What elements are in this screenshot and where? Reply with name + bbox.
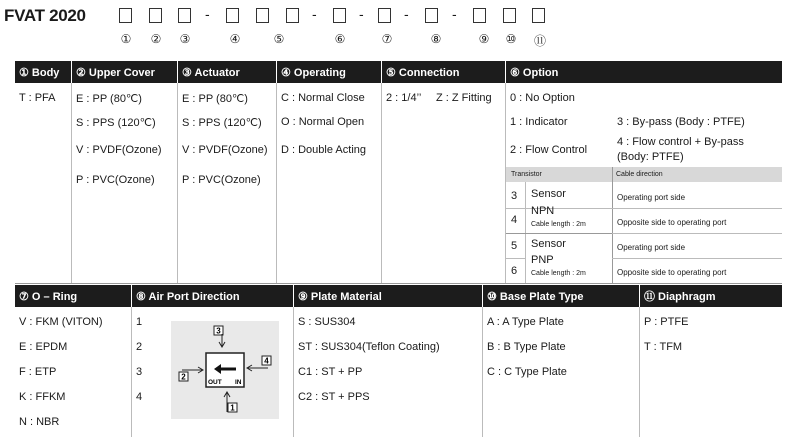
sensor-npn-type: NPN xyxy=(531,205,555,217)
port-label-2: 2 xyxy=(181,372,186,382)
code-dash: - xyxy=(205,6,210,22)
code-number: ⑧ xyxy=(430,32,442,46)
sensor-npn-cable: Cable length : 2m xyxy=(531,221,586,228)
base-plate-option: B : B Type Plate xyxy=(487,341,566,353)
cable-direction: Operating port side xyxy=(617,193,686,202)
code-box-5 xyxy=(256,8,269,23)
option-item: 4 : Flow control + By-pass xyxy=(617,136,744,148)
code-number: ① xyxy=(120,32,132,46)
code-number: ③ xyxy=(179,32,191,46)
sensor-pnp-type: PNP xyxy=(531,254,554,266)
actuator-option: S : PPS (120℃) xyxy=(182,117,262,129)
o-ring-option: V : FKM (VITON) xyxy=(19,316,103,328)
code-number: ⑨ xyxy=(478,32,490,46)
header-o-ring: ⑦ O – Ring xyxy=(15,285,131,307)
body-option: T : PFA xyxy=(19,92,56,104)
header-actuator: ③ Actuator xyxy=(178,61,276,83)
option-item: 0 : No Option xyxy=(510,92,575,104)
code-dash: - xyxy=(312,6,317,22)
port-label-3: 3 xyxy=(216,326,221,336)
header-air-port-direction: ⑧ Air Port Direction xyxy=(132,285,293,307)
code-box-4 xyxy=(226,8,239,23)
header-option: ⑥ Option xyxy=(506,61,782,83)
model-title: FVAT 2020 xyxy=(4,6,86,25)
port-label-4: 4 xyxy=(264,356,269,366)
code-box-12 xyxy=(532,8,545,23)
header-base-plate-type: ⑩ Base Plate Type xyxy=(483,285,639,307)
air-port-diagram xyxy=(170,320,280,420)
actuator-option: V : PVDF(Ozone) xyxy=(182,144,268,156)
connection-option: 2 : 1/4’’ xyxy=(386,92,422,104)
code-number: ⑪ xyxy=(533,34,547,48)
sensor-npn-label: Sensor xyxy=(531,188,566,200)
header-connection: ⑤ Connection xyxy=(382,61,505,83)
code-number: ② xyxy=(150,32,162,46)
operating-option: O : Normal Open xyxy=(281,116,365,128)
cable-direction: Opposite side to operating port xyxy=(617,218,727,227)
connection-option: Z : Z Fitting xyxy=(436,92,492,104)
code-box-9 xyxy=(425,8,438,23)
code-dash: - xyxy=(359,6,364,22)
sensor-code: 3 xyxy=(511,190,518,202)
port-in-label: IN xyxy=(235,379,242,386)
sensor-pnp-label: Sensor xyxy=(531,238,566,250)
transistor-header: Transistor xyxy=(511,171,542,178)
code-box-11 xyxy=(503,8,516,23)
option-item: (Body: PTFE) xyxy=(617,151,684,163)
cable-direction: Opposite side to operating port xyxy=(617,268,727,277)
o-ring-option: E : EPDM xyxy=(19,341,68,353)
port-label-1: 1 xyxy=(230,403,235,413)
plate-material-option: ST : SUS304(Teflon Coating) xyxy=(298,341,440,353)
code-number: ⑩ xyxy=(505,32,517,46)
header-upper-cover: ② Upper Cover xyxy=(72,61,177,83)
plate-material-option: C2 : ST + PPS xyxy=(298,391,370,403)
air-port-option: 4 xyxy=(136,391,143,403)
code-box-8 xyxy=(378,8,391,23)
option-item: 2 : Flow Control xyxy=(510,144,588,156)
header-plate-material: ⑨ Plate Material xyxy=(294,285,482,307)
code-number: ⑥ xyxy=(334,32,346,46)
base-plate-option: C : C Type Plate xyxy=(487,366,567,378)
code-box-2 xyxy=(149,8,162,23)
operating-option: C : Normal Close xyxy=(281,92,365,104)
code-number: ⑤ xyxy=(273,32,285,46)
plate-material-option: S : SUS304 xyxy=(298,316,356,328)
operating-option: D : Double Acting xyxy=(281,144,366,156)
diaphragm-option: T : TFM xyxy=(644,341,683,353)
header-diaphragm: ⑪ Diaphragm xyxy=(640,285,782,307)
actuator-option: P : PVC(Ozone) xyxy=(182,174,261,186)
air-port-option: 3 xyxy=(136,366,143,378)
air-port-option: 2 xyxy=(136,341,143,353)
code-box-6 xyxy=(286,8,299,23)
o-ring-option: N : NBR xyxy=(19,416,60,428)
base-plate-option: A : A Type Plate xyxy=(487,316,564,328)
sensor-pnp-cable: Cable length : 2m xyxy=(531,270,586,277)
code-number: ④ xyxy=(229,32,241,46)
upper-cover-option: S : PPS (120℃) xyxy=(76,117,156,129)
code-dash: - xyxy=(452,6,457,22)
code-number: ⑦ xyxy=(381,32,393,46)
option-item: 3 : By-pass (Body : PTFE) xyxy=(617,116,745,128)
air-port-option: 1 xyxy=(136,316,143,328)
actuator-option: E : PP (80℃) xyxy=(182,93,248,105)
upper-cover-option: E : PP (80℃) xyxy=(76,93,142,105)
cable-direction: Operating port side xyxy=(617,243,686,252)
port-out-label: OUT xyxy=(208,379,222,386)
header-body: ① Body xyxy=(15,61,71,83)
sensor-code: 5 xyxy=(511,240,518,252)
code-box-7 xyxy=(333,8,346,23)
o-ring-option: K : FFKM xyxy=(19,391,66,403)
code-box-10 xyxy=(473,8,486,23)
header-operating: ④ Operating xyxy=(277,61,381,83)
upper-cover-option: V : PVDF(Ozone) xyxy=(76,144,162,156)
plate-material-option: C1 : ST + PP xyxy=(298,366,363,378)
cable-direction-header: Cable direction xyxy=(616,171,663,178)
upper-cover-option: P : PVC(Ozone) xyxy=(76,174,155,186)
code-box-1 xyxy=(119,8,132,23)
code-box-3 xyxy=(178,8,191,23)
option-item: 1 : Indicator xyxy=(510,116,568,128)
diaphragm-option: P : PTFE xyxy=(644,316,689,328)
o-ring-option: F : ETP xyxy=(19,366,57,378)
sensor-code: 4 xyxy=(511,214,518,226)
sensor-code: 6 xyxy=(511,265,518,277)
code-dash: - xyxy=(404,6,409,22)
